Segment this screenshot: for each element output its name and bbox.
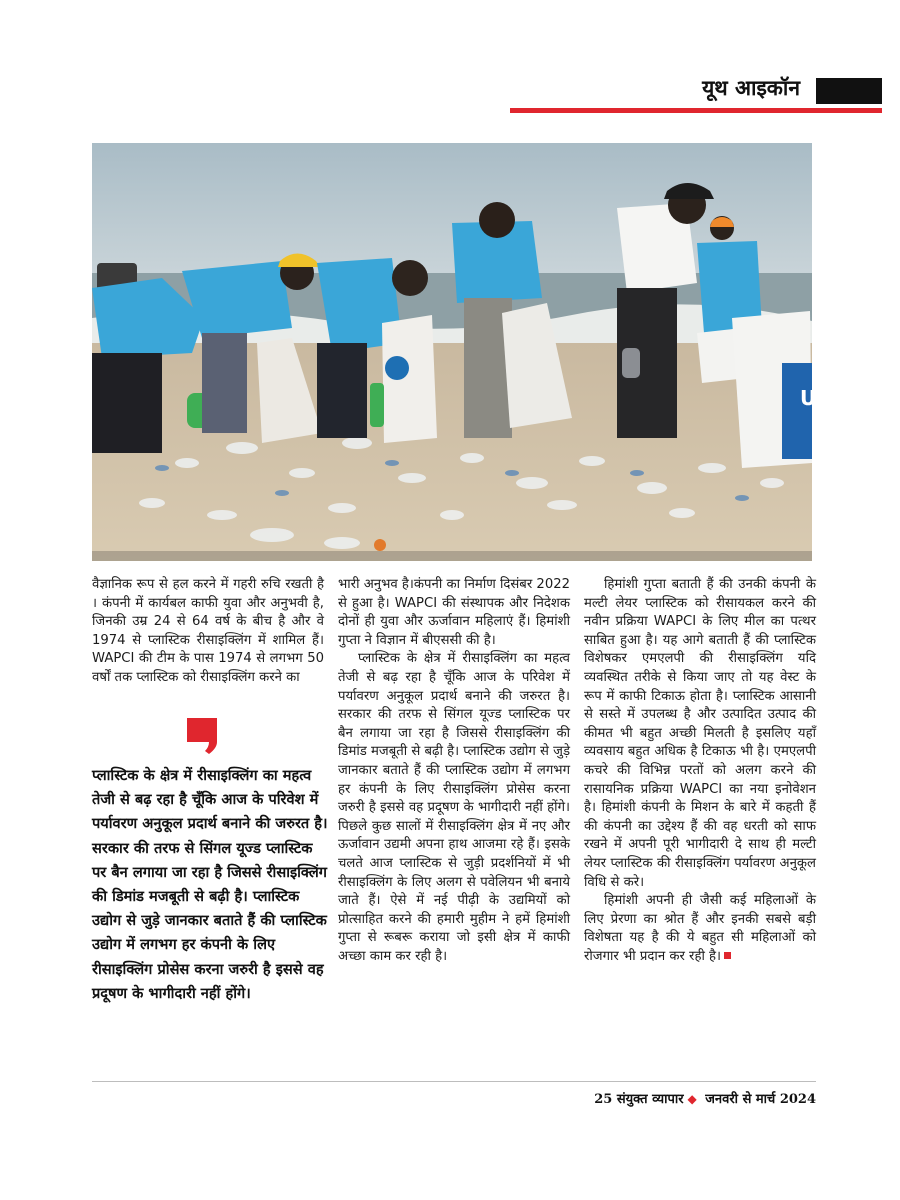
- section-title: यूथ आइकॉन: [702, 76, 800, 100]
- article-column-1: [92, 576, 324, 688]
- magazine-name: संयुक्त व्यापार: [616, 1092, 684, 1107]
- page-footer: [594, 1089, 816, 1107]
- column1-paragraph: वैज्ञानिक रूप से हल करने में गहरी रुचि रखती है । कंपनी में कार्यबल काफी युवा और अनुभवी है, जिनकी उम्र 24 से 64 वर्ष के बीच है और वे 1974 से प्लास्टिक रीसाइक्लिंग में शामिल हैं। WAPCI की टीम के पास 1974 से लगभग 50 वर्षों तक प्लास्टिक को रीसाइक्लिंग करने का: [92, 577, 324, 685]
- header-black-block: [816, 78, 882, 104]
- article-column-2: [338, 576, 570, 966]
- issue-date: जनवरी से मार्च 2024: [705, 1092, 816, 1107]
- section-header: [510, 70, 882, 114]
- column3-paragraph-1: हिमांशी गुप्ता बताती हैं की उनकी कंपनी के मल्टी लेयर प्लास्टिक को रीसायकल करने की नवीन प्रक्रिया WAPCI के लिए मील का पत्थर साबित हुआ है। यह आगे बताती हैं की प्लास्टिक विशेषकर एमएलपी की रीसाइक्लिंग यदि व्यवस्थित तरीके से किया जाए तो यह वेस्ट के रूप में काफी टिकाऊ होता है। प्लास्टिक आसानी से सस्ते में उपलब्ध है और उत्पादित उत्पाद की कीमत भी बहुत अच्छी मिलती है इसलिए यहाँ व्यवसाय बहुत अधिक है टिकाऊ भी है। एमएलपी कचरे की विभिन्न परतों को अलग करने की रासायनिक प्रक्रिया WAPCI का नया इनोवेशन है। हिमांशी कंपनी के मिशन के बारे में कहती हैं की कंपनी का उद्देश्य हैं की वह धरती को साफ रखने में अपनी पूरी भागीदारी दे साथ ही मल्टी लेयर प्लास्टिक की रीसाइक्लिंग पर्यावरण अनुकूल विधि से करे।: [584, 577, 816, 890]
- article-column-3: [584, 576, 816, 966]
- column3-paragraph-2: [584, 892, 816, 966]
- pull-quote: प्लास्टिक के क्षेत्र में रीसाइक्लिंग का महत्व तेजी से बढ़ रहा है चूँकि आज के परिवेश में पर्यावरण अनुकूल प्रदार्थ बनाने की जरुरत है। सरकार की तरफ से सिंगल यूज्ड प्लास्टिक पर बैन लगाया जा रहा है जिससे रीसाइक्लिंग की डिमांड मजबूती से बढ़ी है। प्लास्टिक उद्योग से जुड़े जानकार बताते हैं की प्लास्टिक उद्योग में लगभग हर कंपनी के लिए रीसाइक्लिंग प्रोसेस करना जरुरी है इससे वह प्रदूषण के भागीदारी नहीं होंगे।: [92, 767, 328, 1002]
- bag-logo-text: UNDP: [800, 386, 865, 410]
- column3-paragraph-2-text: हिमांशी अपनी ही जैसी कई महिलाओं के लिए प्रेरणा का श्रोत हैं और इनकी सबसे बड़ी विशेषता यह है की ये बहुत सी महिलाओं को रोजगार भी प्रदान कर रही है।: [584, 893, 816, 964]
- footer-rule: [92, 1081, 816, 1082]
- end-mark-icon: [724, 952, 731, 959]
- page-number: 25: [594, 1092, 613, 1107]
- quote-mark-icon: [187, 718, 217, 754]
- beach-cleanup-photo: [92, 143, 865, 561]
- header-red-rule: [510, 108, 882, 113]
- diamond-icon: ◆: [687, 1092, 697, 1106]
- column2-paragraph-1: भारी अनुभव है।कंपनी का निर्माण दिसंबर 2022 से हुआ है। WAPCI की संस्थापक और निदेशक दोनों ही युवा और ऊर्जावान महिलाएं हैं। हिमांशी गुप्ता ने विज्ञान में बीएससी की है।: [338, 577, 570, 648]
- column2-paragraph-2: प्लास्टिक के क्षेत्र में रीसाइक्लिंग का महत्व तेजी से बढ़ रहा है चूँकि आज के परिवेश में पर्यावरण अनुकूल प्रदार्थ बनाने की जरुरत है। सरकार की तरफ से सिंगल यूज्ड प्लास्टिक पर बैन लगाया जा रहा है जिससे रीसाइक्लिंग की डिमांड मजबूती से बढ़ी है। प्लास्टिक उद्योग से जुड़े जानकार बताते हैं की प्लास्टिक उद्योग में लगभग हर कंपनी के लिए रीसाइक्लिंग प्रोसेस करना जरुरी है इससे वह प्रदूषण के भागीदारी नहीं होंगे। पिछले कुछ सालों में रीसाइक्लिंग क्षेत्र में नए और ऊर्जावान उद्यमी अपना हाथ आजमा रहे हैं। इसके चलते आज प्लास्टिक से जुड़ी प्रदर्शनियों में भी रीसाइक्लिंग के लिए अलग से पवेलियन भी बनाये जाते हैं। ऐसे में नई पीढ़ी के उद्यमियों को प्रोत्साहित करने की हमारी मुहीम ने हमें हिमांशी गुप्ता से रूबरू कराया जो इसी क्षेत्र में काफी अच्छा काम कर रही है।: [338, 651, 570, 964]
